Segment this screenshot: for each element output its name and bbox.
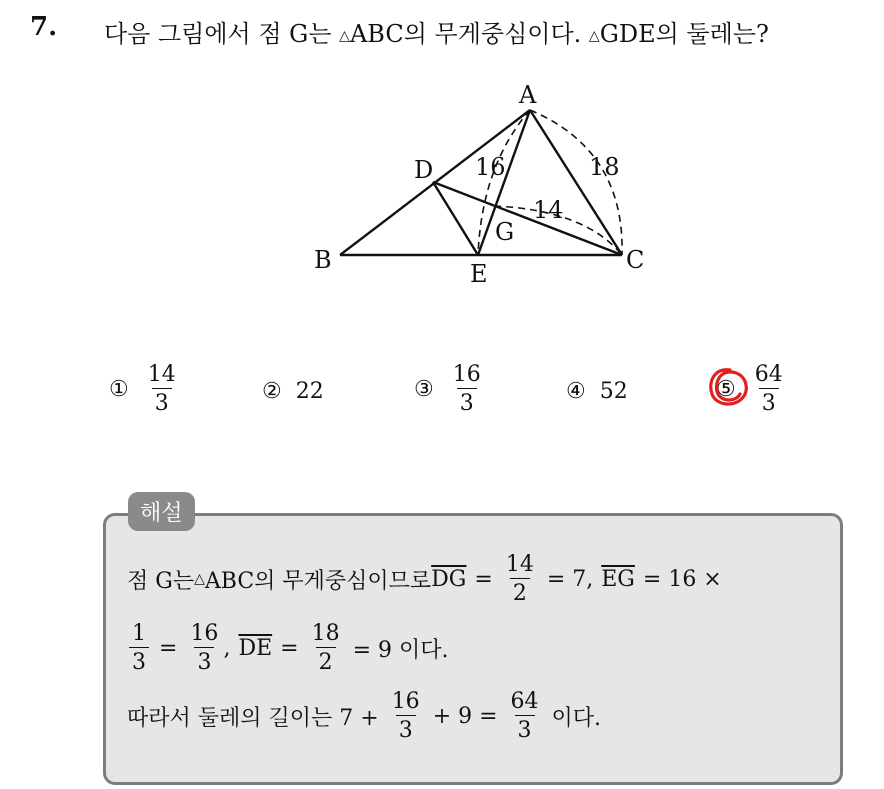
question-text-b: ABC의 무게중심이다. bbox=[349, 20, 589, 48]
solution-line-3: 따라서 둘레의 길이는 7 + $\frac{16}{3}$ + 9 = $\frac{64}{3}$ 이다. bbox=[127, 689, 602, 744]
segment-de: $\overline{DE}$ bbox=[238, 635, 273, 661]
choice-value: 22 bbox=[295, 379, 324, 404]
choice-2[interactable] bbox=[262, 379, 324, 404]
choice-number: ② bbox=[262, 379, 282, 404]
side-ac bbox=[530, 110, 622, 255]
choice-fraction: $\frac{16}{3}$ bbox=[452, 362, 481, 417]
solution-line-1: 점 G는 △ ABC의 무게중심이므로 $\overline{DG}$ = $\frac{14}{2}$ = 7, $\overline{EG}$ = 16 × bbox=[127, 552, 722, 607]
answer-mark-icon bbox=[704, 364, 752, 412]
label-a: A bbox=[519, 81, 537, 109]
label-g: G bbox=[495, 218, 515, 246]
solution-tag: 해설 bbox=[128, 492, 195, 531]
choice-number: ④ bbox=[566, 379, 586, 404]
choice-1[interactable] bbox=[109, 363, 181, 415]
choice-fraction: $\frac{14}{3}$ bbox=[147, 362, 176, 417]
triangle-symbol: △ bbox=[588, 28, 600, 44]
triangle-figure bbox=[300, 70, 680, 290]
label-d: D bbox=[414, 156, 434, 184]
question-text bbox=[104, 14, 769, 49]
label-e: E bbox=[470, 260, 488, 288]
length-14: 14 bbox=[533, 196, 564, 224]
choice-number: ③ bbox=[414, 376, 434, 402]
segment-eg: $\overline{EG}$ bbox=[601, 566, 635, 592]
choice-fraction: $\frac{64}{3}$ bbox=[754, 362, 783, 417]
label-b: B bbox=[314, 246, 332, 274]
fraction-16-3: $\frac{16}{3}$ bbox=[391, 689, 420, 744]
fraction-18-2: $\frac{18}{2}$ bbox=[311, 621, 340, 676]
segment-de bbox=[433, 182, 478, 255]
solution-line-2: $\frac{1}{3}$ = $\frac{16}{3}$ , $\overline{DE}$ = $\frac{18}{2}$ = 9 이다. bbox=[127, 622, 449, 674]
length-16: 16 bbox=[475, 153, 506, 181]
median-cd bbox=[433, 182, 622, 255]
fraction-14-2: $\frac{14}{2}$ bbox=[505, 552, 534, 607]
question-number: 7. bbox=[30, 12, 58, 42]
fraction-64-3: $\frac{64}{3}$ bbox=[510, 689, 539, 744]
triangle-symbol: △ bbox=[339, 28, 350, 44]
question-text-c: GDE의 둘레는? bbox=[599, 20, 769, 48]
segment-dg: $\overline{DG}$ bbox=[431, 566, 467, 592]
fraction-1-3: $\frac{1}{3}$ bbox=[129, 622, 149, 674]
choice-3[interactable] bbox=[414, 363, 486, 415]
length-18: 18 bbox=[589, 153, 620, 181]
choice-number: ① bbox=[109, 376, 129, 402]
question-text-a: 다음 그림에서 점 G는 bbox=[104, 20, 340, 48]
choice-value: 52 bbox=[599, 379, 628, 404]
choice-number: ⑤ bbox=[716, 376, 736, 402]
fraction-16-3: $\frac{16}{3}$ bbox=[190, 621, 219, 676]
choice-4[interactable] bbox=[566, 379, 628, 404]
label-c: C bbox=[626, 246, 645, 274]
